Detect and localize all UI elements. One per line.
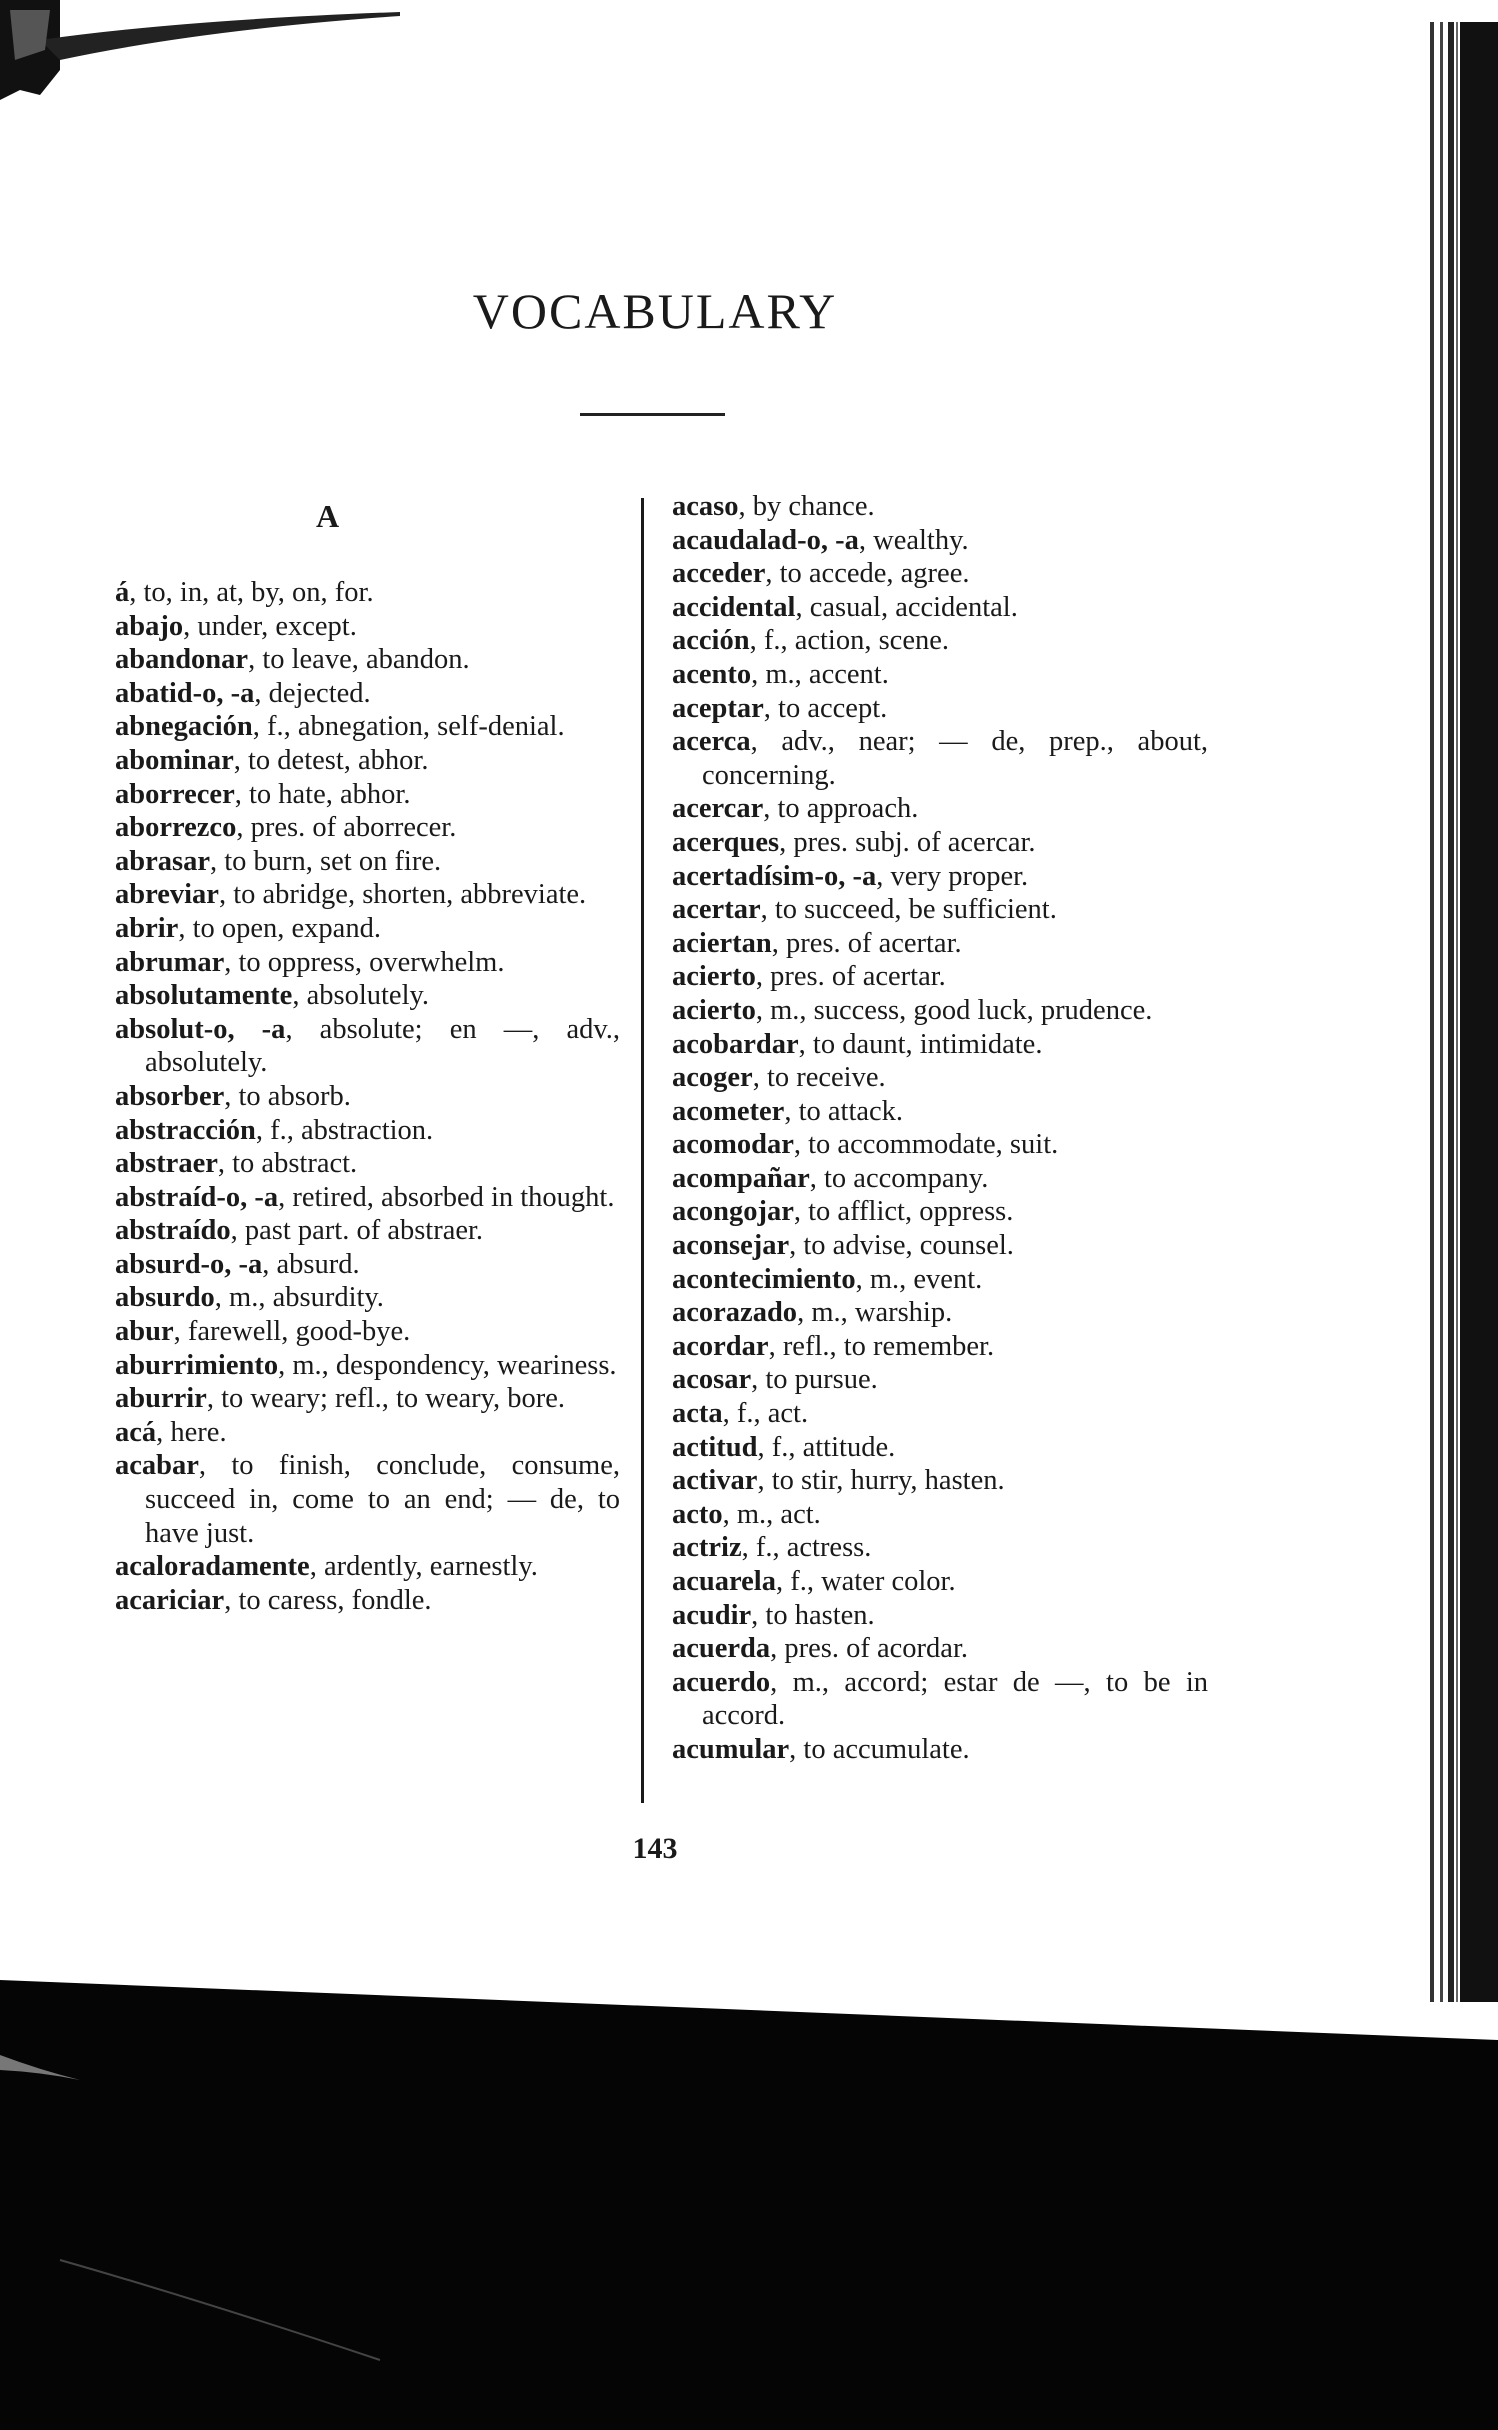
entry-definition: , m., accord; estar de —, to be in accord. bbox=[702, 1666, 1208, 1732]
entry-headword: abstraíd-o, -a bbox=[115, 1181, 279, 1213]
vocabulary-entry bbox=[672, 1666, 1208, 1733]
vocabulary-entry bbox=[672, 1733, 1208, 1767]
vocabulary-entry bbox=[672, 1599, 1208, 1633]
vocabulary-entry bbox=[115, 878, 620, 912]
entry-definition: , to abstract. bbox=[217, 1148, 358, 1180]
vocabulary-entry bbox=[115, 576, 620, 610]
entry-headword: acerca bbox=[672, 726, 751, 758]
entry-definition: , absurd. bbox=[262, 1248, 360, 1280]
entry-definition: , farewell, good-bye. bbox=[173, 1316, 411, 1348]
entry-definition: , dejected. bbox=[254, 677, 371, 709]
entry-definition: , f., abnegation, self-denial. bbox=[252, 711, 565, 743]
entry-definition: , pres. of acertar. bbox=[771, 927, 962, 959]
vocabulary-entry bbox=[672, 1296, 1208, 1330]
entry-headword: absurd-o, -a bbox=[115, 1248, 263, 1280]
vocabulary-entry bbox=[672, 994, 1208, 1028]
entry-headword: abstracción bbox=[115, 1114, 256, 1146]
vocabulary-entry bbox=[672, 692, 1208, 726]
vocabulary-column-right bbox=[672, 490, 1208, 1767]
entry-headword: acierto bbox=[672, 961, 756, 993]
scan-corner-smudge bbox=[0, 0, 420, 120]
vocabulary-entry bbox=[672, 826, 1208, 860]
entry-headword: acudir bbox=[672, 1599, 752, 1631]
entry-definition: , ardently, earnestly. bbox=[309, 1551, 538, 1583]
scan-right-edge bbox=[1430, 22, 1498, 2002]
vocabulary-entry bbox=[672, 1397, 1208, 1431]
vocabulary-entry bbox=[672, 1330, 1208, 1364]
entry-headword: acertadísim-o, -a bbox=[672, 860, 877, 892]
vocabulary-entry bbox=[672, 1028, 1208, 1062]
vocabulary-entry bbox=[115, 1248, 620, 1282]
entry-headword: abajo bbox=[115, 610, 184, 642]
right-entry-list bbox=[672, 490, 1208, 1767]
vocabulary-entry bbox=[672, 1363, 1208, 1397]
entry-headword: acta bbox=[672, 1398, 723, 1430]
entry-headword: abrir bbox=[115, 912, 179, 944]
entry-definition: , f., water color. bbox=[775, 1566, 956, 1597]
entry-headword: absolut-o, -a bbox=[115, 1013, 286, 1045]
entry-headword: aborrezco bbox=[115, 812, 237, 844]
entry-definition: , absolutely. bbox=[292, 980, 430, 1012]
entry-headword: acoger bbox=[672, 1062, 753, 1094]
entry-definition: , m., despondency, weariness. bbox=[278, 1349, 617, 1381]
entry-definition: , m., success, good luck, prudence. bbox=[755, 994, 1153, 1026]
vocabulary-entry bbox=[115, 1114, 620, 1148]
vocabulary-entry bbox=[115, 1181, 620, 1215]
vocabulary-entry bbox=[672, 524, 1208, 558]
vocabulary-entry bbox=[115, 979, 620, 1013]
vocabulary-entry bbox=[672, 1128, 1208, 1162]
left-entry-list bbox=[115, 576, 620, 1617]
entry-definition: , casual, accidental. bbox=[795, 591, 1018, 623]
entry-headword: acaso bbox=[672, 491, 739, 522]
entry-headword: acompañar bbox=[672, 1162, 810, 1194]
entry-headword: acceder bbox=[672, 558, 766, 590]
entry-definition: , to accompany. bbox=[809, 1162, 989, 1194]
entry-definition: , to detest, abhor. bbox=[233, 744, 429, 776]
vocabulary-entry bbox=[672, 1263, 1208, 1297]
entry-definition: , to abridge, shorten, abbreviate. bbox=[218, 879, 587, 911]
entry-headword: acercar bbox=[672, 793, 764, 825]
vocabulary-entry bbox=[115, 1349, 620, 1383]
vocabulary-entry bbox=[115, 912, 620, 946]
entry-definition: , wealthy. bbox=[858, 524, 969, 556]
entry-definition: , very proper. bbox=[876, 860, 1029, 892]
entry-definition: , to absorb. bbox=[224, 1080, 351, 1112]
title-rule bbox=[580, 413, 725, 416]
entry-headword: abstraído bbox=[115, 1215, 231, 1247]
entry-headword: absurdo bbox=[115, 1282, 215, 1314]
entry-definition: , to attack. bbox=[784, 1095, 904, 1127]
entry-headword: actitud bbox=[672, 1431, 758, 1463]
entry-headword: abatid-o, -a bbox=[115, 677, 255, 709]
entry-definition: , to succeed, be sufficient. bbox=[760, 894, 1057, 926]
vocabulary-entry bbox=[672, 1464, 1208, 1498]
entry-definition: , to accommodate, suit. bbox=[793, 1129, 1059, 1161]
vocabulary-column-left bbox=[115, 494, 620, 1617]
vocabulary-entry bbox=[115, 710, 620, 744]
vocabulary-entry bbox=[672, 658, 1208, 692]
entry-definition: , to receive. bbox=[752, 1062, 886, 1094]
entry-definition: , to approach. bbox=[763, 793, 919, 825]
entry-headword: acuerdo bbox=[672, 1666, 771, 1698]
vocabulary-entry bbox=[115, 946, 620, 980]
entry-headword: acosar bbox=[672, 1364, 752, 1396]
vocabulary-entry bbox=[115, 610, 620, 644]
entry-headword: acordar bbox=[672, 1330, 769, 1362]
entry-definition: , to oppress, overwhelm. bbox=[224, 946, 505, 978]
entry-definition: , to advise, counsel. bbox=[789, 1230, 1014, 1262]
entry-headword: acomodar bbox=[672, 1129, 794, 1161]
entry-headword: abominar bbox=[115, 744, 234, 776]
entry-headword: aburrir bbox=[115, 1383, 207, 1415]
vocabulary-entry bbox=[115, 677, 620, 711]
vocabulary-entry bbox=[115, 1080, 620, 1114]
entry-definition: , absolute; en —, adv., absolutely. bbox=[145, 1013, 621, 1079]
entry-headword: acongojar bbox=[672, 1196, 794, 1228]
vocabulary-entry bbox=[672, 490, 1208, 524]
vocabulary-entry bbox=[115, 811, 620, 845]
entry-definition: , to pursue. bbox=[751, 1364, 878, 1396]
entry-headword: acuerda bbox=[672, 1633, 771, 1665]
vocabulary-entry bbox=[672, 1632, 1208, 1666]
entry-headword: acontecimiento bbox=[672, 1263, 856, 1295]
entry-headword: acometer bbox=[672, 1095, 785, 1127]
vocabulary-entry bbox=[672, 960, 1208, 994]
vocabulary-entry bbox=[115, 1416, 620, 1450]
entry-definition: , to accept. bbox=[763, 692, 888, 724]
entry-definition: , here. bbox=[156, 1416, 227, 1448]
entry-headword: á bbox=[115, 577, 130, 608]
entry-headword: abnegación bbox=[115, 711, 253, 743]
entry-headword: activar bbox=[672, 1465, 758, 1497]
entry-definition: , pres. of acordar. bbox=[770, 1633, 968, 1665]
entry-headword: acción bbox=[672, 625, 750, 657]
entry-headword: aborrecer bbox=[115, 778, 235, 810]
entry-headword: absolutamente bbox=[115, 980, 293, 1012]
entry-definition: , to hasten. bbox=[751, 1599, 875, 1631]
entry-definition: , pres. of aborrecer. bbox=[236, 812, 457, 844]
vocabulary-entry bbox=[672, 1162, 1208, 1196]
entry-headword: abandonar bbox=[115, 644, 249, 676]
entry-headword: acaudalad-o, -a bbox=[672, 524, 859, 556]
entry-headword: acertar bbox=[672, 894, 761, 926]
entry-headword: acento bbox=[672, 658, 752, 690]
vocabulary-entry bbox=[672, 591, 1208, 625]
vocabulary-entry bbox=[115, 1315, 620, 1349]
vocabulary-entry bbox=[672, 792, 1208, 826]
entry-definition: , f., abstraction. bbox=[255, 1114, 434, 1146]
entry-headword: acá bbox=[115, 1416, 157, 1448]
entry-headword: abrumar bbox=[115, 946, 225, 978]
entry-headword: acaloradamente bbox=[115, 1551, 310, 1583]
vocabulary-entry bbox=[115, 643, 620, 677]
vocabulary-entry bbox=[115, 1382, 620, 1416]
entry-definition: , f., actress. bbox=[741, 1532, 872, 1564]
entry-definition: , m., event. bbox=[855, 1263, 983, 1295]
vocabulary-entry bbox=[115, 744, 620, 778]
vocabulary-entry bbox=[115, 1013, 620, 1080]
entry-definition: , f., act. bbox=[722, 1398, 809, 1430]
entry-headword: acerques bbox=[672, 826, 780, 858]
entry-headword: abur bbox=[115, 1316, 174, 1348]
entry-definition: , adv., near; — de, prep., about, concerning. bbox=[702, 726, 1208, 791]
entry-definition: , m., absurdity. bbox=[214, 1282, 384, 1314]
entry-headword: abreviar bbox=[115, 879, 219, 911]
vocabulary-entry bbox=[672, 1195, 1208, 1229]
entry-headword: abrasar bbox=[115, 845, 210, 877]
entry-headword: absorber bbox=[115, 1080, 225, 1112]
entry-definition: , f., attitude. bbox=[757, 1431, 896, 1463]
vocabulary-entry bbox=[672, 1431, 1208, 1465]
column-divider bbox=[641, 498, 644, 1803]
entry-headword: acobardar bbox=[672, 1028, 799, 1060]
entry-headword: acumular bbox=[672, 1733, 790, 1765]
entry-definition: , to daunt, intimidate. bbox=[798, 1028, 1043, 1060]
vocabulary-entry bbox=[115, 845, 620, 879]
vocabulary-entry bbox=[672, 1565, 1208, 1599]
vocabulary-entry bbox=[672, 1095, 1208, 1129]
entry-definition: , to stir, hurry, hasten. bbox=[757, 1465, 1005, 1497]
entry-definition: , to accumulate. bbox=[789, 1733, 970, 1765]
vocabulary-entry bbox=[672, 1229, 1208, 1263]
entry-definition: , to hate, abhor. bbox=[234, 778, 411, 810]
entry-definition: , pres. of acertar. bbox=[755, 961, 946, 993]
vocabulary-entry bbox=[672, 860, 1208, 894]
vocabulary-entry bbox=[672, 557, 1208, 591]
entry-definition: , to finish, conclude, consume, succeed in, come to an end; — de, to have just. bbox=[145, 1450, 620, 1549]
vocabulary-entry bbox=[672, 1531, 1208, 1565]
entry-definition: , to caress, fondle. bbox=[224, 1584, 432, 1616]
entry-headword: acto bbox=[672, 1498, 723, 1530]
entry-definition: , retired, absorbed in thought. bbox=[278, 1181, 615, 1213]
entry-definition: , to, in, at, by, on, for. bbox=[129, 577, 374, 608]
scan-bottom-band bbox=[0, 1960, 1498, 2430]
vocabulary-entry bbox=[672, 927, 1208, 961]
section-letter: A bbox=[315, 498, 340, 534]
vocabulary-entry bbox=[672, 1061, 1208, 1095]
entry-definition: , m., act. bbox=[722, 1498, 821, 1530]
vocabulary-entry bbox=[115, 1584, 620, 1618]
page-title: VOCABULARY bbox=[472, 283, 838, 339]
entry-headword: acorazado bbox=[672, 1297, 798, 1329]
entry-headword: acariciar bbox=[115, 1584, 225, 1616]
vocabulary-entry bbox=[115, 1214, 620, 1248]
vocabulary-entry bbox=[115, 778, 620, 812]
entry-headword: aconsejar bbox=[672, 1230, 790, 1262]
entry-headword: acierto bbox=[672, 994, 756, 1026]
entry-definition: , to weary; refl., to weary, bore. bbox=[206, 1383, 566, 1415]
entry-headword: acabar bbox=[115, 1450, 199, 1482]
entry-definition: , by chance. bbox=[738, 491, 875, 522]
entry-definition: , to afflict, oppress. bbox=[793, 1196, 1014, 1228]
vocabulary-entry bbox=[115, 1281, 620, 1315]
vocabulary-entry bbox=[672, 893, 1208, 927]
entry-headword: aceptar bbox=[672, 692, 764, 724]
entry-definition: , past part. of abstraer. bbox=[230, 1215, 484, 1247]
entry-definition: , to open, expand. bbox=[178, 912, 381, 944]
entry-definition: , to accede, agree. bbox=[765, 558, 970, 590]
entry-headword: abstraer bbox=[115, 1148, 218, 1180]
entry-headword: aburrimiento bbox=[115, 1349, 279, 1381]
entry-headword: aciertan bbox=[672, 927, 772, 959]
entry-definition: , refl., to remember. bbox=[768, 1330, 995, 1362]
entry-definition: , m., warship. bbox=[797, 1297, 953, 1329]
entry-definition: , to leave, abandon. bbox=[248, 644, 470, 676]
vocabulary-entry bbox=[672, 624, 1208, 658]
vocabulary-entry bbox=[672, 1498, 1208, 1532]
entry-definition: , pres. subj. of acercar. bbox=[779, 826, 1036, 858]
vocabulary-entry bbox=[672, 725, 1208, 792]
entry-definition: , under, except. bbox=[183, 610, 357, 642]
vocabulary-entry bbox=[115, 1449, 620, 1550]
entry-definition: , to burn, set on fire. bbox=[210, 845, 442, 877]
entry-headword: actriz bbox=[672, 1532, 742, 1564]
entry-headword: acuarela bbox=[672, 1566, 776, 1597]
entry-definition: , f., action, scene. bbox=[749, 625, 949, 657]
vocabulary-entry bbox=[115, 1550, 620, 1584]
entry-definition: , m., accent. bbox=[751, 658, 889, 690]
vocabulary-entry bbox=[115, 1147, 620, 1181]
page-number: 143 bbox=[632, 1832, 678, 1865]
entry-headword: accidental bbox=[672, 591, 796, 623]
